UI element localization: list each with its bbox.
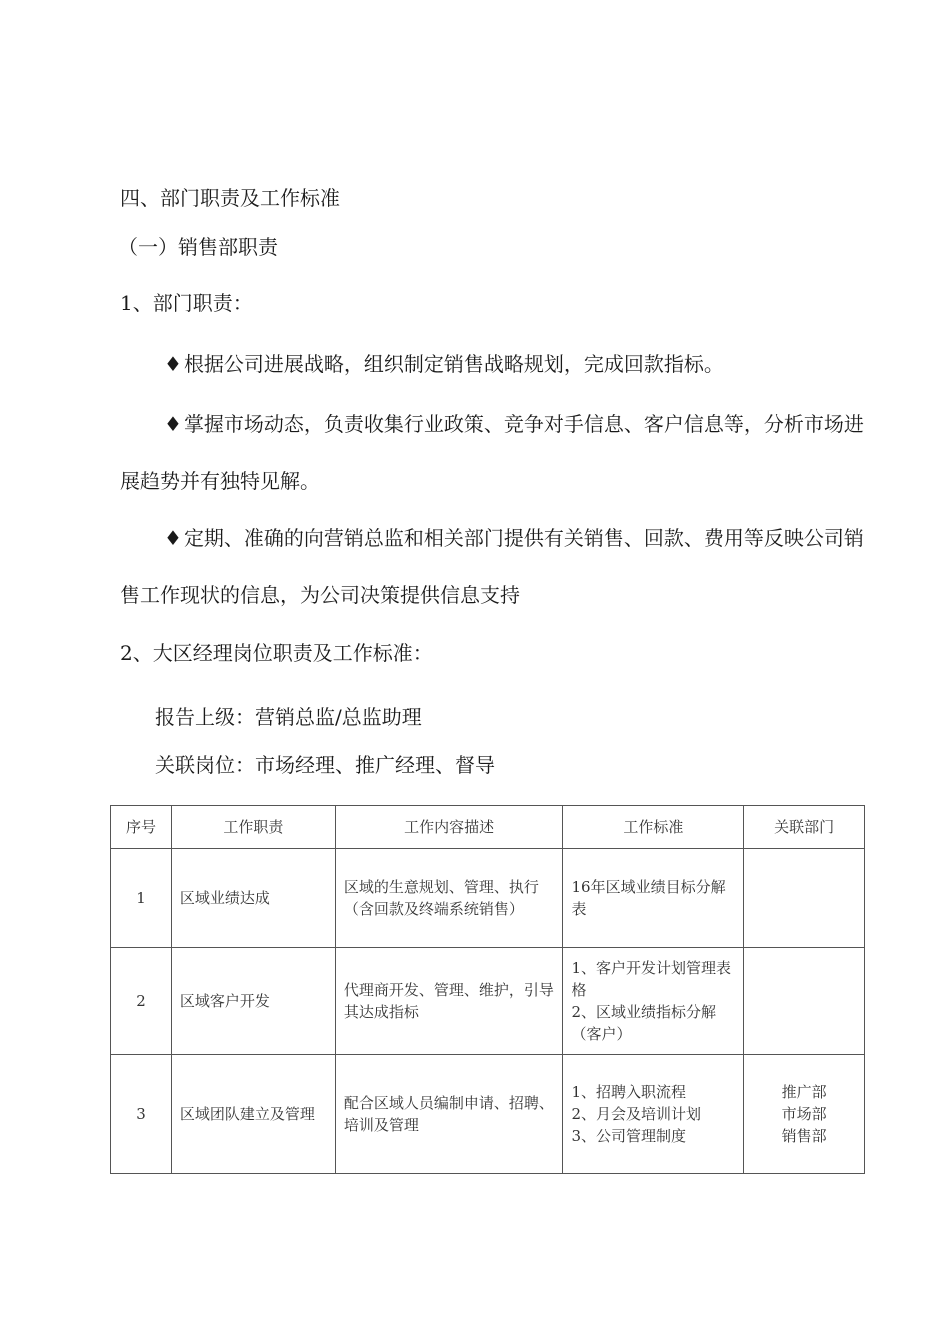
duty-paragraph xyxy=(120,396,865,510)
header-standard: 工作标准 xyxy=(563,806,744,849)
cell-duty: 区域业绩达成 xyxy=(171,849,335,948)
department-item: 推广部 xyxy=(781,1083,827,1101)
standard-item: 16年区域业绩目标分解表 xyxy=(571,878,726,918)
department-item: 销售部 xyxy=(781,1127,827,1145)
cell-department xyxy=(744,849,865,948)
cell-description: 代理商开发、管理、维护，引导其达成指标 xyxy=(335,948,563,1055)
standard-item: 1、招聘入职流程 xyxy=(571,1083,687,1101)
header-no: 序号 xyxy=(111,806,172,849)
cell-description: 配合区域人员编制申请、招聘、培训及管理 xyxy=(335,1055,563,1174)
related-posts-line: 关联岗位：市场经理、推广经理、督导 xyxy=(155,753,495,777)
section-2-title: 2、大区经理岗位职责及工作标准： xyxy=(120,641,433,665)
header-department: 关联部门 xyxy=(744,806,865,849)
standard-item: 2、月会及培训计划 xyxy=(571,1105,702,1123)
table-row xyxy=(111,849,865,948)
cell-duty: 区域客户开发 xyxy=(171,948,335,1055)
header-duty: 工作职责 xyxy=(171,806,335,849)
table-header-row xyxy=(111,806,865,849)
duty-text: 定期、准确的向营销总监和相关部门提供有关销售、回款、费用等反映公司销售工作现状的信息，为公司决策提供信息支持 xyxy=(120,526,864,607)
cell-no: 2 xyxy=(111,948,172,1055)
diamond-bullet-icon: ♦ xyxy=(164,352,182,376)
header-description: 工作内容描述 xyxy=(335,806,563,849)
diamond-bullet-icon: ♦ xyxy=(164,526,182,550)
cell-standard xyxy=(563,1055,744,1174)
duty-table xyxy=(110,805,865,1174)
table-row xyxy=(111,948,865,1055)
duty-text: 掌握市场动态，负责收集行业政策、竞争对手信息、客户信息等，分析市场进展趋势并有独特见解。 xyxy=(120,412,864,493)
cell-standard xyxy=(563,849,744,948)
report-to-line: 报告上级：营销总监/总监助理 xyxy=(155,705,422,729)
duty-text: 根据公司进展战略，组织制定销售战略规划，完成回款指标。 xyxy=(183,352,724,376)
duty-paragraph xyxy=(120,336,865,393)
cell-department xyxy=(744,948,865,1055)
standard-item: 1、客户开发计划管理表格 xyxy=(571,959,732,999)
department-item: 市场部 xyxy=(781,1105,827,1123)
duty-paragraph xyxy=(120,510,865,624)
standard-item: 2、区域业绩指标分解（客户） xyxy=(571,1003,717,1043)
section-1-title: 1、部门职责： xyxy=(120,291,253,315)
cell-description: 区域的生意规划、管理、执行（含回款及终端系统销售） xyxy=(335,849,563,948)
section-heading: 四、部门职责及工作标准 xyxy=(120,186,340,210)
table-row xyxy=(111,1055,865,1174)
cell-no: 3 xyxy=(111,1055,172,1174)
cell-standard xyxy=(563,948,744,1055)
cell-no: 1 xyxy=(111,849,172,948)
standard-item: 3、公司管理制度 xyxy=(571,1127,687,1145)
cell-duty: 区域团队建立及管理 xyxy=(171,1055,335,1174)
cell-department xyxy=(744,1055,865,1174)
sub-heading: （一）销售部职责 xyxy=(118,235,278,259)
diamond-bullet-icon: ♦ xyxy=(164,412,182,436)
